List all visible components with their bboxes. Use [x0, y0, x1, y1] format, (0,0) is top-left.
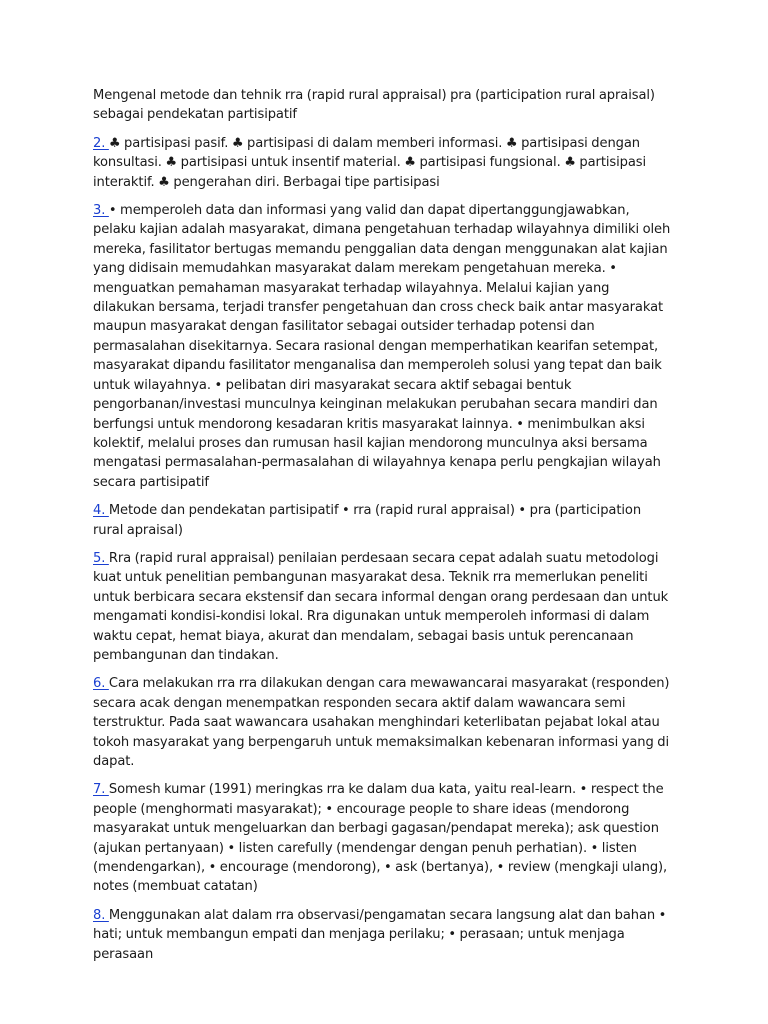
section-2-link[interactable]: 2. — [93, 135, 109, 151]
section-4 — [93, 501, 673, 540]
section-3-text: • memperoleh data dan informasi yang valid dan dapat dipertanggungjawabkan, pelaku kajian adalah masyarakat, dimana pengetahuan terhadap wilayahnya dimiliki oleh mereka, fasilitator bertugas memandu penggalian data dengan menggunakan alat kajian yang didisain memudahkan masyarakat dalam merekam pengetahuan mereka. • menguatkan pemahaman masyarakat terhadap wilayahnya. Melalui kajian yang dilakukan bersama, terjadi transfer pengetahuan dan cross check baik antar masyarakat maupun masyarakat dengan fasilitator sebagai outsider terhadap potensi dan permasalahan disekitarnya. Secara rasional dengan memperhatikan kearifan setempat, masyarakat dipandu fasilitator menganalisa dan memperoleh solusi yang tepat dan baik untuk wilayahnya. • pelibatan diri masyarakat secara aktif sebagai bentuk pengorbanan/investasi munculnya keinginan melakukan perubahan secara mandiri dan berfungsi untuk mendorong kesadaran kritis masyarakat lainnya. • menimbulkan aksi kolektif, melalui proses dan rumusan hasil kajian mendorong munculnya aksi bersama mengatasi permasalahan-permasalahan di wilayahnya kenapa perlu pengkajian wilayah secara partisipatif — [93, 203, 671, 490]
document-title-paragraph: Mengenal metode dan tehnik rra (rapid rural appraisal) pra (participation rural apraisal) sebagai pendekatan partisipatif — [93, 88, 655, 123]
section-7-text: Somesh kumar (1991) meringkas rra ke dalam dua kata, yaitu real-learn. • respect the people (menghormati masyarakat); • encourage people to share ideas (mendorong masyarakat untuk mengeluarkan dan berbagi gagasan/pendapat mereka); ask question (ajukan pertanyaan) • listen carefully (mendengar dengan penuh perhatian). • listen (mendengarkan), • encourage (mendorong), • ask (bertanya), • review (mengkaji ulang), notes (membuat catatan) — [93, 782, 668, 895]
section-5-link[interactable]: 5. — [93, 550, 109, 566]
section-5-text: Rra (rapid rural appraisal) penilaian perdesaan secara cepat adalah suatu metodologi kuat untuk penelitian pembangunan masyarakat desa. Teknik rra memerlukan peneliti untuk berbicara secara ekstensif dan secara informal dengan orang perdesaan dan untuk mengamati kondisi-kondisi lokal. Rra digunakan untuk memperoleh informasi di dalam waktu cepat, hemat biaya, akurat dan mendalam, sebagai basis untuk perencanaan pembangunan dan tindakan. — [93, 550, 669, 663]
section-2 — [93, 134, 673, 192]
section-7-link[interactable]: 7. — [93, 782, 109, 798]
section-3-link[interactable]: 3. — [93, 203, 109, 219]
section-6 — [93, 674, 673, 771]
section-3 — [93, 201, 673, 492]
document-page — [93, 86, 673, 973]
section-4-link[interactable]: 4. — [93, 503, 109, 519]
section-6-link[interactable]: 6. — [93, 676, 109, 692]
section-8 — [93, 906, 673, 964]
section-8-link[interactable]: 8. — [93, 907, 109, 923]
section-2-text: ♣ partisipasi pasif. ♣ partisipasi di dalam memberi informasi. ♣ partisipasi dengan konsultasi. ♣ partisipasi untuk insentif material. ♣ partisipasi fungsional. ♣ partisipasi interaktif. ♣ pengerahan diri. Berbagai tipe partisipasi — [93, 135, 647, 190]
section-4-text: Metode dan pendekatan partisipatif • rra (rapid rural appraisal) • pra (participation rural apraisal) — [93, 503, 642, 538]
section-5 — [93, 549, 673, 665]
section-7 — [93, 780, 673, 896]
section-8-text: Menggunakan alat dalam rra observasi/pengamatan secara langsung alat dan bahan • hati; untuk membangun empati dan menjaga perilaku; • perasaan; untuk menjaga perasaan — [93, 907, 667, 962]
section-6-text: Cara melakukan rra rra dilakukan dengan cara mewawancarai masyarakat (responden) secara acak dengan menempatkan responden secara aktif dalam wawancara semi terstruktur. Pada saat wawancara usahakan menghindari keterlibatan pejabat lokal atau tokoh masyarakat yang berpengaruh untuk memaksimalkan kebenaran informasi yang di dapat. — [93, 676, 670, 769]
